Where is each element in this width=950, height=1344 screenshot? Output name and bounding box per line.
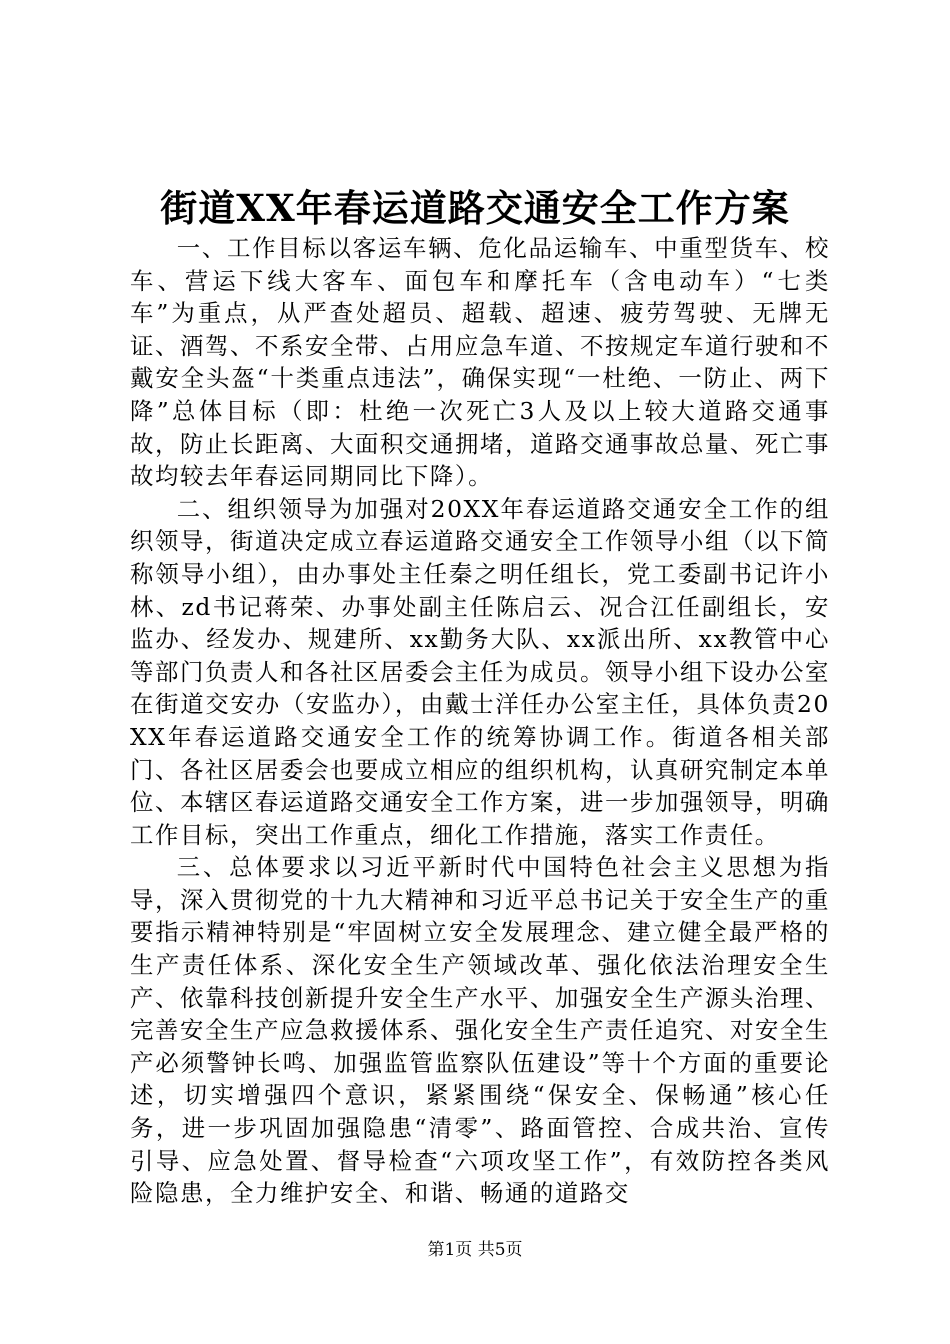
paragraph-organization-leadership: 二、组织领导为加强对20XX年春运道路交通安全工作的组织领导，街道决定成立春运道路交通安全工作领导小组（以下简称领导小组），由办事处主任秦之明任组长，党工委副书记许小林、zd书记蒋荣、办事处副主任陈启云、况合江任副组长，安监办、经发办、规建所、xx勤务大队、xx派出所、xx教管中心等部门负责人和各社区居委会主任为成员。领导小组下设办公室在街道交安办（安监办），由戴士洋任办公室主任，具体负责20XX年春运道路交通安全工作的统筹协调工作。街道各相关部门、各社区居委会也要成立相应的组织机构，认真研究制定本单位、本辖区春运道路交通安全工作方案，进一步加强领导，明确工作目标，突出工作重点，细化工作措施，落实工作责任。 xyxy=(130,494,830,849)
paragraph-work-goals: 一、工作目标以客运车辆、危化品运输车、中重型货车、校车、营运下线大客车、面包车和摩托车（含电动车）“七类车”为重点，从严查处超员、超载、超速、疲劳驾驶、无牌无证、酒驾、不系安全带、占用应急车道、不按规定车道行驶和不戴安全头盔“十类重点违法”，确保实现“一杜绝、一防止、两下降”总体目标（即：杜绝一次死亡3人及以上较大道路交通事故，防止长距离、大面积交通拥堵，道路交通事故总量、死亡事故均较去年春运同期同比下降）。 xyxy=(130,234,830,491)
document-title: 街道XX年春运道路交通安全工作方案 xyxy=(160,186,790,230)
paragraph-general-requirements: 三、总体要求以习近平新时代中国特色社会主义思想为指导，深入贯彻党的十九大精神和习近平总书记关于安全生产的重要指示精神特别是“牢固树立安全发展理念、建立健全最严格的生产责任体系、深化安全生产领域改革、强化依法治理安全生产、依靠科技创新提升安全生产水平、加强安全生产源头治理、完善安全生产应急救援体系、强化安全生产责任追究、对安全生产必须警钟长鸣、加强监管监察队伍建设”等十个方面的重要论述，切实增强四个意识，紧紧围绕“保安全、保畅通”核心任务，进一步巩固加强隐患“清零”、路面管控、合成共治、宣传引导、应急处置、督导检查“六项攻坚工作”，有效防控各类风险隐患，全力维护安全、和谐、畅通的道路交 xyxy=(130,853,830,1208)
page-footer: 第1页 共5页 xyxy=(427,1240,523,1260)
document-body xyxy=(130,232,830,1210)
